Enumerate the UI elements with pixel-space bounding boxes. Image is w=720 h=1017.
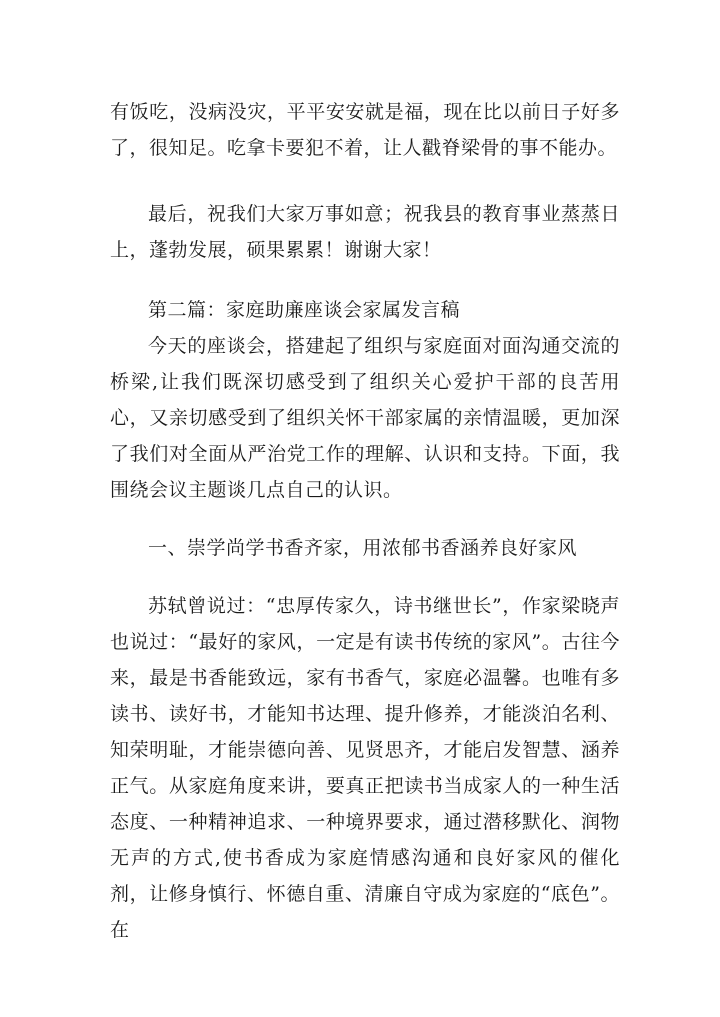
subsection-heading: 一、崇学尚学书香齐家，用浓郁书香涵养良好家风 [148,537,578,559]
section-title: 第二篇：家庭助廉座谈会家属发言稿 [148,299,461,321]
paragraph-body: 苏轼曾说过：“忠厚传家久，诗书继世长”，作家梁晓声也说过：“最好的家风，一定是有读书传统的家风”。古往今来，最是书香能致远，家有书香气，家庭必温馨。也唯有多读书、读好书，才能知书达理、提升修养，才能淡泊名利、知荣明耻，才能崇德向善、见贤思齐，才能启发智慧、涵养正气。从家庭角度来讲，要真正把读书当成家人的一种生活态度、一种精神追求、一种境界要求，通过潜移默化、润物无声的方式,使书香成为家庭情感沟通和良好家风的催化剂，让修身慎行、怀德自重、清廉自守成为家庭的“底色”。在 [110,595,620,941]
paragraph-closing-wishes: 最后，祝我们大家万事如意；祝我县的教育事业蒸蒸日上，蓬勃发展，硕果累累！谢谢大家！ [110,203,620,261]
paragraph-intro: 今天的座谈会，搭建起了组织与家庭面对面沟通交流的桥梁,让我们既深切感受到了组织关心爱护干部的良苦用心，又亲切感受到了组织关怀干部家属的亲情温暖，更加深了我们对全面从严治党工作的理解、认识和支持。下面，我围绕会议主题谈几点自己的认识。 [110,335,620,501]
paragraph-continuation: 有饭吃，没病没灾，平平安安就是福，现在比以前日子好多了，很知足。吃拿卡要犯不着，让人戳脊梁骨的事不能办。 [110,101,620,159]
